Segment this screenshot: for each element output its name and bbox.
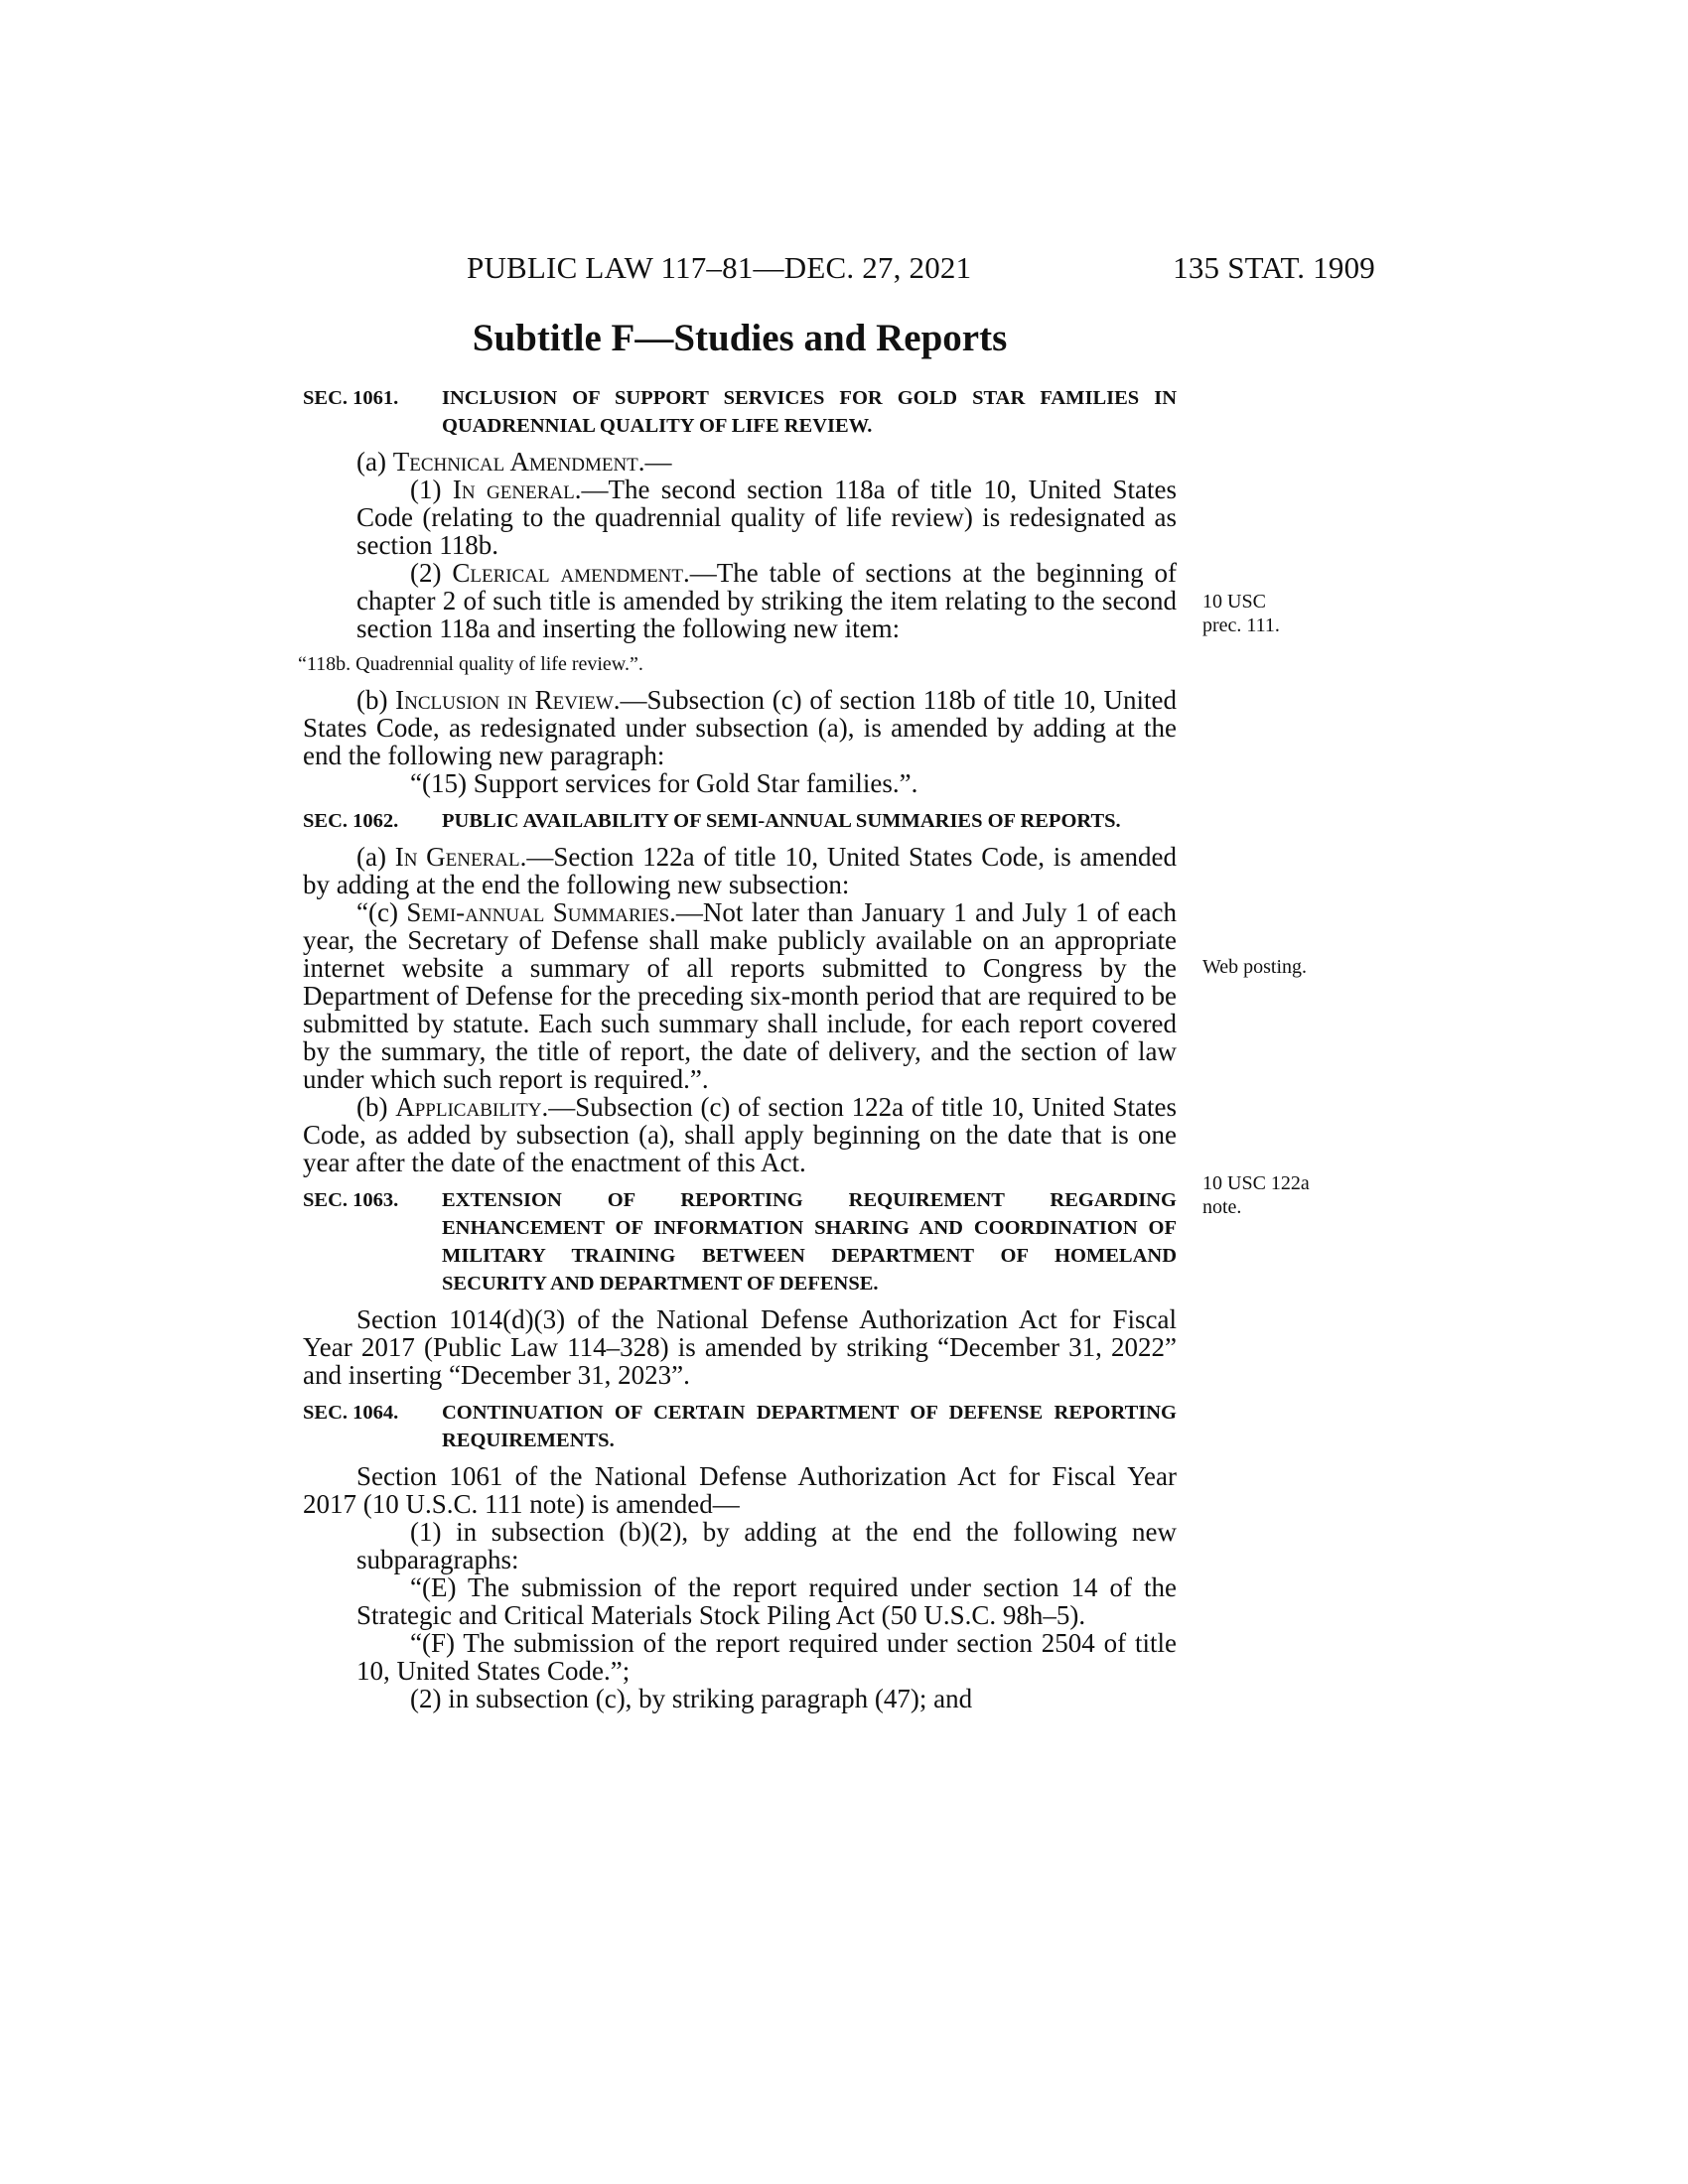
paragraph-1061-a2: (2) Clerical amendment.—The table of sections at the beginning of chapter 2 of such title is amended by striking the item relating to the second section 118a and inserting the following new item:: [356, 558, 1177, 643]
paragraph-1062-c: “(c) Semi-annual Summaries.—Not later than January 1 and July 1 of each year, the Secretary of Defense shall make publicly available on an appropriate internet website a summary of all reports submitted to Congress by the Department of Defense for the preceding six-month period that are required to be submitted by statute. Each such summary shall include, for each report covered by the summary, the title of report, the date of delivery, and the section of law under which such report is required.”.: [303, 897, 1177, 1094]
section-number: SEC. 1061.: [303, 387, 399, 409]
section-title: PUBLIC AVAILABILITY OF SEMI-ANNUAL SUMMARIES OF REPORTS.: [442, 810, 1121, 832]
document-body: [298, 316, 1178, 1713]
section-number: SEC. 1063.: [303, 1189, 399, 1211]
paragraph-1064-E: “(E) The submission of the report required under section 14 of the Strategic and Critical Materials Stock Piling Act (50 U.S.C. 98h–5).: [356, 1572, 1177, 1630]
paragraph-1064-F: “(F) The submission of the report required under section 2504 of title 10, United States Code.”;: [356, 1628, 1177, 1686]
paragraph-1061-b: (b) Inclusion in Review.—Subsection (c) of section 118b of title 10, United States Code, as redesignated under subsection (a), is amended by adding at the end the following new paragraph:: [303, 685, 1177, 770]
paragraph-1064: Section 1061 of the National Defense Authorization Act for Fiscal Year 2017 (10 U.S.C. 111 note) is amended—: [303, 1461, 1177, 1519]
table-item-quote: “118b. Quadrennial quality of life review.”.: [298, 653, 643, 675]
section-heading-1063: [303, 1186, 1177, 1297]
section-title: EXTENSION OF REPORTING REQUIREMENT REGARDING ENHANCEMENT OF INFORMATION SHARING AND COORDINATION OF MILITARY TRAINING BETWEEN DEPARTMENT OF HOMELAND SECURITY AND DEPARTMENT OF DEFENSE.: [442, 1189, 1177, 1295]
section-title: CONTINUATION OF CERTAIN DEPARTMENT OF DEFENSE REPORTING REQUIREMENTS.: [442, 1402, 1177, 1451]
paragraph-1061-a1: (1) In general.—The second section 118a of title 10, United States Code (relating to the quadrennial quality of life review) is redesignated as section 118b.: [356, 475, 1178, 560]
paragraph-1064-2: (2) in subsection (c), by striking paragraph (47); and: [410, 1684, 973, 1713]
margin-note-web-posting: Web posting.: [1202, 956, 1308, 978]
paragraph-1062-b: (b) Applicability.—Subsection (c) of section 122a of title 10, United States Code, as added by subsection (a), shall apply beginning on the date that is one year after the date of the enactment of this Act.: [303, 1092, 1178, 1177]
section-number: SEC. 1064.: [303, 1402, 399, 1424]
statute-page-number: 135 STAT. 1909: [1173, 250, 1375, 285]
paragraph-1062-a: (a) In General.—Section 122a of title 10, United States Code, is amended by adding at the end the following new subsection:: [303, 842, 1177, 899]
section-title: INCLUSION OF SUPPORT SERVICES FOR GOLD STAR FAMILIES IN QUADRENNIAL QUALITY OF LIFE REVIEW.: [442, 387, 1177, 437]
paragraph-1061-b-quote: “(15) Support services for Gold Star families.”.: [410, 768, 918, 798]
paragraph-1061-a-heading: (a) Technical Amendment.—: [356, 447, 672, 477]
paragraph-1063: Section 1014(d)(3) of the National Defense Authorization Act for Fiscal Year 2017 (Public Law 114–328) is amended by striking “December 31, 2022” and inserting “December 31, 2023”.: [303, 1304, 1177, 1390]
section-heading-1064: [303, 1399, 1177, 1454]
margin-note-usc-122a: 10 USC 122a note.: [1202, 1172, 1310, 1218]
margin-note-usc-prec: 10 USC prec. 111.: [1202, 591, 1280, 636]
subtitle-heading: Subtitle F—Studies and Reports: [472, 317, 1008, 359]
section-heading-1062: [303, 807, 1177, 835]
section-heading-1061: [303, 384, 1177, 440]
section-number: SEC. 1062.: [303, 810, 399, 832]
paragraph-1064-1: (1) in subsection (b)(2), by adding at the end the following new subparagraphs:: [356, 1517, 1177, 1574]
public-law-citation: PUBLIC LAW 117–81—DEC. 27, 2021: [467, 250, 972, 285]
